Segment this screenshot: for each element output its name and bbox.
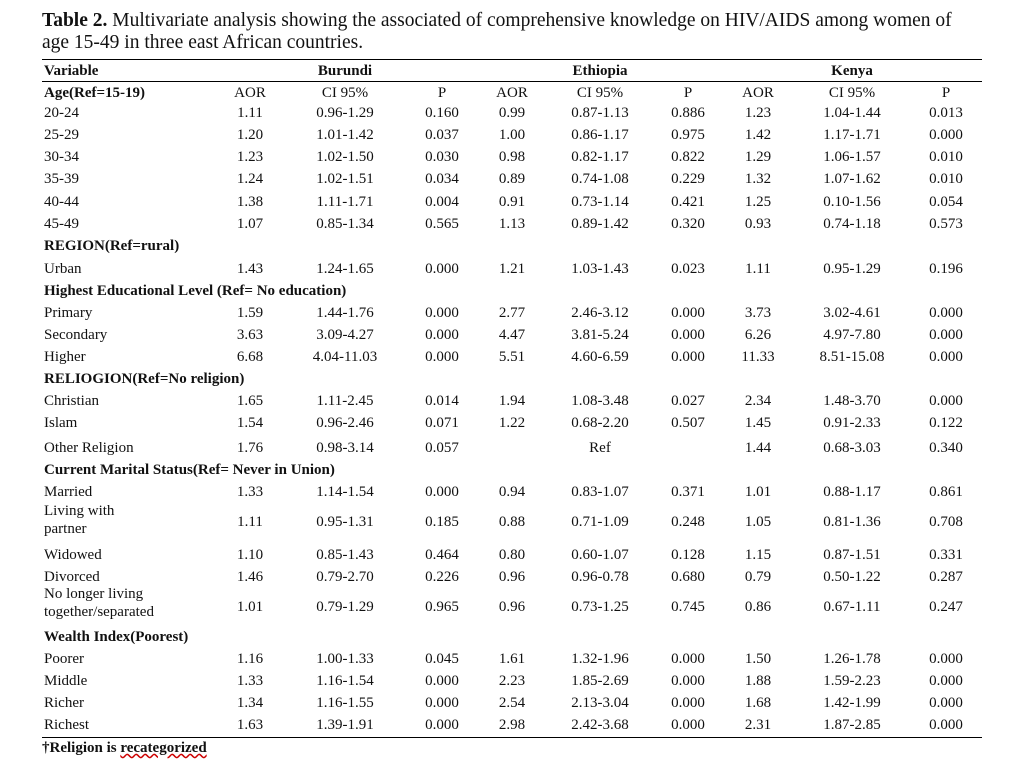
p-value: 0.000 xyxy=(425,717,459,733)
p-value: 0.000 xyxy=(929,349,963,365)
p-value: 0.287 xyxy=(929,569,963,585)
aor-value: 1.16 xyxy=(236,651,264,667)
p-value: 0.226 xyxy=(425,569,459,585)
ci-value: 1.14-1.54 xyxy=(316,484,374,500)
aor-value: 3.63 xyxy=(236,327,264,343)
aor-value: 0.88 xyxy=(498,514,526,530)
ci-value: 0.88-1.17 xyxy=(823,484,881,500)
aor-value: 1.33 xyxy=(236,484,264,500)
ci-value: 1.24-1.65 xyxy=(316,261,374,277)
p-value: 0.030 xyxy=(425,149,459,165)
ci-value: 1.59-2.23 xyxy=(823,673,881,689)
row-label: Divorced xyxy=(44,569,100,585)
section-title: Age(Ref=15-19) xyxy=(44,85,146,101)
p-value: 0.034 xyxy=(425,171,459,187)
p-value: 0.745 xyxy=(671,599,705,615)
aor-value: 3.73 xyxy=(744,305,772,321)
aor-value: 1.94 xyxy=(498,393,526,409)
row-label: 20-24 xyxy=(44,105,79,121)
aor-value: 0.91 xyxy=(498,194,526,210)
p-value: 0.565 xyxy=(425,216,459,232)
row-label: Middle xyxy=(44,673,88,689)
row-label: Other Religion xyxy=(44,440,134,456)
aor-value: 1.01 xyxy=(744,484,772,500)
ci-value: 1.06-1.57 xyxy=(823,149,881,165)
ci-value: 1.32-1.96 xyxy=(571,651,629,667)
p-value: 0.822 xyxy=(671,149,705,165)
ci-value: 0.74-1.08 xyxy=(571,171,629,187)
aor-value: 0.89 xyxy=(498,171,526,187)
row-label: Primary xyxy=(44,305,93,321)
footnote xyxy=(42,740,207,757)
p-value: 0.331 xyxy=(929,547,963,563)
ci-value: 0.98-3.14 xyxy=(316,440,374,456)
row-label: 35-39 xyxy=(44,171,79,187)
aor-value: 1.07 xyxy=(236,216,264,232)
aor-value: 1.01 xyxy=(236,599,264,615)
aor-value: 1.42 xyxy=(744,127,772,143)
section-title: Current Marital Status(Ref= Never in Union) xyxy=(44,462,335,478)
ci-value: 0.60-1.07 xyxy=(571,547,629,563)
p-value: 0.000 xyxy=(425,261,459,277)
aor-value: 0.96 xyxy=(498,569,526,585)
subheader-p: P xyxy=(941,85,951,101)
aor-value: 1.61 xyxy=(498,651,526,667)
ci-value: 2.13-3.04 xyxy=(571,695,629,711)
ci-value: 0.95-1.31 xyxy=(316,514,374,530)
aor-value: 2.34 xyxy=(744,393,772,409)
aor-value: 0.94 xyxy=(498,484,526,500)
aor-value: 2.23 xyxy=(498,673,526,689)
p-value: 0.054 xyxy=(929,194,963,210)
subheader-aor: AOR xyxy=(234,85,266,101)
caption-text: Multivariate analysis showing the associated of comprehensive knowledge on HIV/AIDS among women of age 15-49 in three east African countries. xyxy=(42,10,952,53)
aor-value: 0.80 xyxy=(498,547,526,563)
p-value: 0.122 xyxy=(929,415,963,431)
ci-value: 0.91-2.33 xyxy=(823,415,881,431)
ci-value: 4.97-7.80 xyxy=(823,327,881,343)
p-value: 0.248 xyxy=(671,514,705,530)
aor-value: 6.26 xyxy=(744,327,772,343)
p-value: 0.000 xyxy=(671,305,705,321)
aor-value: 1.59 xyxy=(236,305,264,321)
aor-value: 1.00 xyxy=(498,127,526,143)
row-label: Poorer xyxy=(44,651,84,667)
ci-value: 0.73-1.25 xyxy=(571,599,629,615)
row-label: Married xyxy=(44,484,93,500)
aor-value: 1.25 xyxy=(744,194,772,210)
aor-value: 4.47 xyxy=(498,327,526,343)
aor-value: 2.54 xyxy=(498,695,526,711)
p-value: 0.045 xyxy=(425,651,459,667)
ci-value: 1.85-2.69 xyxy=(571,673,629,689)
p-value: 0.247 xyxy=(929,599,963,615)
p-value: 0.185 xyxy=(425,514,459,530)
p-value: 0.000 xyxy=(425,305,459,321)
ci-value: 1.16-1.54 xyxy=(316,673,374,689)
ci-value: 0.85-1.34 xyxy=(316,216,374,232)
p-value: 0.573 xyxy=(929,216,963,232)
aor-value: 6.68 xyxy=(236,349,264,365)
ci-value: 0.86-1.17 xyxy=(571,127,629,143)
p-value: 0.000 xyxy=(425,673,459,689)
aor-value: 1.10 xyxy=(236,547,264,563)
ci-value: 0.79-2.70 xyxy=(316,569,374,585)
ci-value: 3.09-4.27 xyxy=(316,327,374,343)
ci-value: 0.79-1.29 xyxy=(316,599,374,615)
bottom-rule xyxy=(42,737,982,738)
row-label: Richer xyxy=(44,695,84,711)
subheader-p: P xyxy=(683,85,693,101)
ci-value: 0.10-1.56 xyxy=(823,194,881,210)
p-value: 0.861 xyxy=(929,484,963,500)
header-country-ethiopia: Ethiopia xyxy=(572,63,628,79)
aor-value: 1.13 xyxy=(498,216,526,232)
row-label: 45-49 xyxy=(44,216,79,232)
ci-value: 0.96-2.46 xyxy=(316,415,374,431)
aor-value: 1.43 xyxy=(236,261,264,277)
p-value: 0.000 xyxy=(671,673,705,689)
p-value: 0.000 xyxy=(425,695,459,711)
aor-value: 1.50 xyxy=(744,651,772,667)
table-caption xyxy=(42,10,982,54)
ci-value: 3.81-5.24 xyxy=(571,327,629,343)
p-value: 0.010 xyxy=(929,149,963,165)
row-label: Islam xyxy=(44,415,78,431)
ci-value: 1.11-1.71 xyxy=(316,194,374,210)
p-value: 0.037 xyxy=(425,127,459,143)
ci-value: 2.46-3.12 xyxy=(571,305,629,321)
row-label: Richest xyxy=(44,717,89,733)
aor-value: 1.11 xyxy=(237,514,263,530)
ci-value: 1.11-2.45 xyxy=(316,393,374,409)
aor-value: 0.79 xyxy=(744,569,772,585)
aor-value: 1.24 xyxy=(236,171,264,187)
ci-value: 1.48-3.70 xyxy=(823,393,881,409)
row-label: Widowed xyxy=(44,547,102,563)
p-value: 0.000 xyxy=(425,349,459,365)
p-value: 0.965 xyxy=(425,599,459,615)
aor-value: 1.45 xyxy=(744,415,772,431)
subheader-p: P xyxy=(437,85,447,101)
header-country-burundi: Burundi xyxy=(317,63,373,79)
ci-value: 0.73-1.14 xyxy=(571,194,629,210)
ci-value: 0.50-1.22 xyxy=(823,569,881,585)
p-value: 0.000 xyxy=(671,717,705,733)
header-country-kenya: Kenya xyxy=(831,63,873,79)
aor-value: 0.93 xyxy=(744,216,772,232)
subheader-ci: CI 95% xyxy=(828,85,876,101)
p-value: 0.000 xyxy=(929,327,963,343)
p-value: 0.000 xyxy=(671,651,705,667)
p-value: 0.680 xyxy=(671,569,705,585)
p-value: 0.027 xyxy=(671,393,705,409)
aor-value: 2.31 xyxy=(744,717,772,733)
aor-value: 0.98 xyxy=(498,149,526,165)
aor-value: 5.51 xyxy=(498,349,526,365)
p-value: 0.000 xyxy=(929,393,963,409)
aor-value: 1.05 xyxy=(744,514,772,530)
aor-value: 1.11 xyxy=(237,105,263,121)
aor-value: 1.20 xyxy=(236,127,264,143)
aor-value: 1.76 xyxy=(236,440,264,456)
p-value: 0.000 xyxy=(929,673,963,689)
subheader-aor: AOR xyxy=(496,85,528,101)
ci-value: 0.95-1.29 xyxy=(823,261,881,277)
aor-value: 1.44 xyxy=(744,440,772,456)
ci-value: 1.08-3.48 xyxy=(571,393,629,409)
p-value: 0.371 xyxy=(671,484,705,500)
aor-value: 2.98 xyxy=(498,717,526,733)
section-title: Highest Educational Level (Ref= No education) xyxy=(44,283,347,299)
subheader-ci: CI 95% xyxy=(321,85,369,101)
p-value: 0.013 xyxy=(929,105,963,121)
aor-value: 1.34 xyxy=(236,695,264,711)
p-value: 0.014 xyxy=(425,393,459,409)
p-value: 0.000 xyxy=(671,327,705,343)
ci-value: 1.39-1.91 xyxy=(316,717,374,733)
aor-value: 1.21 xyxy=(498,261,526,277)
ci-value: 4.60-6.59 xyxy=(571,349,629,365)
row-label: No longer living together/separated xyxy=(44,586,154,620)
ci-value: 1.00-1.33 xyxy=(316,651,374,667)
p-value: 0.000 xyxy=(929,127,963,143)
aor-value: 1.23 xyxy=(236,149,264,165)
row-label: Christian xyxy=(44,393,99,409)
ci-value: Ref xyxy=(589,440,611,456)
row-label: Urban xyxy=(44,261,82,277)
ci-value: 1.87-2.85 xyxy=(823,717,881,733)
aor-value: 1.22 xyxy=(498,415,526,431)
ci-value: 2.42-3.68 xyxy=(571,717,629,733)
footnote-underlined-word: recategorized xyxy=(120,740,207,756)
ci-value: 1.04-1.44 xyxy=(823,105,881,121)
ci-value: 1.26-1.78 xyxy=(823,651,881,667)
p-value: 0.421 xyxy=(671,194,705,210)
ci-value: 0.89-1.42 xyxy=(571,216,629,232)
header-rule xyxy=(42,81,982,82)
aor-value: 1.68 xyxy=(744,695,772,711)
ci-value: 0.85-1.43 xyxy=(316,547,374,563)
p-value: 0.464 xyxy=(425,547,459,563)
row-label: Living with partner xyxy=(44,503,115,537)
p-value: 0.229 xyxy=(671,171,705,187)
ci-value: 0.71-1.09 xyxy=(571,514,629,530)
aor-value: 1.54 xyxy=(236,415,264,431)
p-value: 0.975 xyxy=(671,127,705,143)
ci-value: 0.96-0.78 xyxy=(571,569,629,585)
ci-value: 1.07-1.62 xyxy=(823,171,881,187)
row-label: 25-29 xyxy=(44,127,79,143)
section-title: REGION(Ref=rural) xyxy=(44,238,180,254)
aor-value: 1.38 xyxy=(236,194,264,210)
header-variable: Variable xyxy=(44,63,99,79)
ci-value: 0.87-1.13 xyxy=(571,105,629,121)
p-value: 0.010 xyxy=(929,171,963,187)
aor-value: 0.99 xyxy=(498,105,526,121)
p-value: 0.160 xyxy=(425,105,459,121)
p-value: 0.340 xyxy=(929,440,963,456)
row-label: 40-44 xyxy=(44,194,79,210)
ci-value: 1.02-1.51 xyxy=(316,171,374,187)
p-value: 0.000 xyxy=(929,651,963,667)
caption-label: Table 2. xyxy=(42,10,108,31)
ci-value: 1.03-1.43 xyxy=(571,261,629,277)
section-title: Wealth Index(Poorest) xyxy=(44,629,189,645)
section-title: RELIOGION(Ref=No religion) xyxy=(44,371,245,387)
ci-value: 0.81-1.36 xyxy=(823,514,881,530)
p-value: 0.708 xyxy=(929,514,963,530)
p-value: 0.071 xyxy=(425,415,459,431)
ci-value: 0.67-1.11 xyxy=(823,599,881,615)
ci-value: 0.68-2.20 xyxy=(571,415,629,431)
ci-value: 0.83-1.07 xyxy=(571,484,629,500)
p-value: 0.057 xyxy=(425,440,459,456)
p-value: 0.128 xyxy=(671,547,705,563)
top-rule xyxy=(42,59,982,60)
row-label: 30-34 xyxy=(44,149,79,165)
aor-value: 0.96 xyxy=(498,599,526,615)
aor-value: 1.65 xyxy=(236,393,264,409)
aor-value: 1.88 xyxy=(744,673,772,689)
p-value: 0.196 xyxy=(929,261,963,277)
ci-value: 0.82-1.17 xyxy=(571,149,629,165)
ci-value: 3.02-4.61 xyxy=(823,305,881,321)
aor-value: 1.33 xyxy=(236,673,264,689)
aor-value: 1.11 xyxy=(745,261,771,277)
ci-value: 0.74-1.18 xyxy=(823,216,881,232)
aor-value: 1.15 xyxy=(744,547,772,563)
p-value: 0.000 xyxy=(929,717,963,733)
p-value: 0.320 xyxy=(671,216,705,232)
aor-value: 1.63 xyxy=(236,717,264,733)
ci-value: 1.17-1.71 xyxy=(823,127,881,143)
aor-value: 2.77 xyxy=(498,305,526,321)
aor-value: 1.46 xyxy=(236,569,264,585)
aor-value: 1.32 xyxy=(744,171,772,187)
ci-value: 1.02-1.50 xyxy=(316,149,374,165)
p-value: 0.507 xyxy=(671,415,705,431)
p-value: 0.886 xyxy=(671,105,705,121)
row-label: Higher xyxy=(44,349,86,365)
row-label: Secondary xyxy=(44,327,108,343)
p-value: 0.000 xyxy=(425,327,459,343)
subheader-ci: CI 95% xyxy=(576,85,624,101)
ci-value: 1.01-1.42 xyxy=(316,127,374,143)
aor-value: 1.29 xyxy=(744,149,772,165)
ci-value: 4.04-11.03 xyxy=(312,349,378,365)
ci-value: 1.16-1.55 xyxy=(316,695,374,711)
subheader-aor: AOR xyxy=(742,85,774,101)
ci-value: 0.96-1.29 xyxy=(316,105,374,121)
p-value: 0.000 xyxy=(671,349,705,365)
p-value: 0.023 xyxy=(671,261,705,277)
p-value: 0.004 xyxy=(425,194,459,210)
ci-value: 1.42-1.99 xyxy=(823,695,881,711)
ci-value: 8.51-15.08 xyxy=(819,349,885,365)
ci-value: 1.44-1.76 xyxy=(316,305,374,321)
p-value: 0.000 xyxy=(929,695,963,711)
footnote-text: †Religion is xyxy=(42,740,121,756)
p-value: 0.000 xyxy=(425,484,459,500)
ci-value: 0.87-1.51 xyxy=(823,547,881,563)
aor-value: 11.33 xyxy=(741,349,775,365)
aor-value: 1.23 xyxy=(744,105,772,121)
p-value: 0.000 xyxy=(929,305,963,321)
ci-value: 0.68-3.03 xyxy=(823,440,881,456)
p-value: 0.000 xyxy=(671,695,705,711)
aor-value: 0.86 xyxy=(744,599,772,615)
